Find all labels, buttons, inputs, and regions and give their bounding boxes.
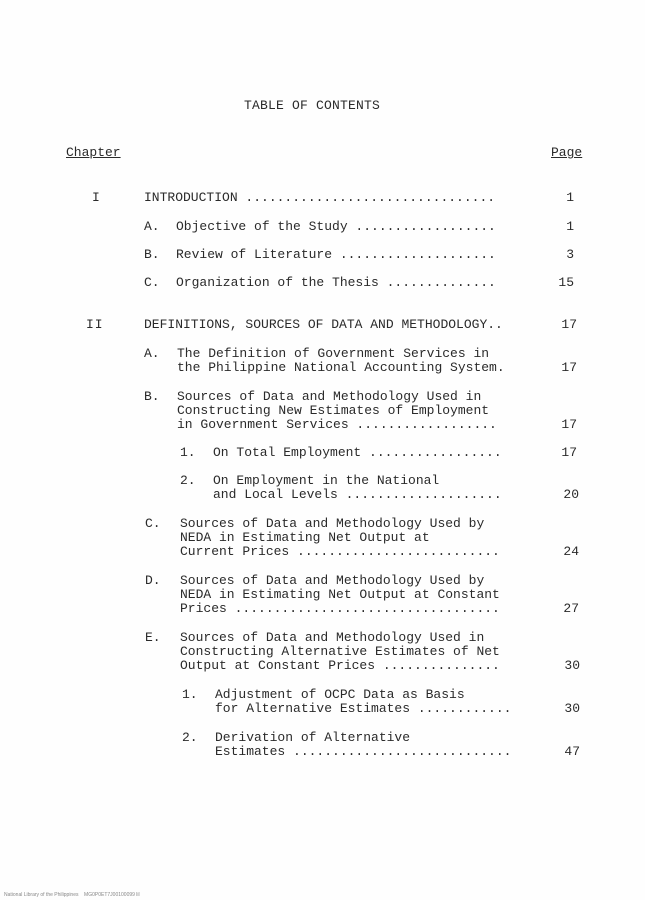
toc-entry-label: 1. [180, 445, 196, 460]
toc-entry-text: INTRODUCTION ................................ [144, 190, 496, 205]
toc-entry-page: 27 [563, 601, 579, 616]
toc-entry-page: 17 [561, 445, 577, 460]
toc-entry-text: Constructing Alternative Estimates of Net [180, 644, 500, 659]
toc-entry-text: Sources of Data and Methodology Used by [180, 516, 485, 531]
toc-entry-text: in Government Services .................. [177, 417, 497, 432]
toc-entry-page: 17 [561, 360, 577, 375]
toc-entry-text: Derivation of Alternative [215, 730, 411, 745]
toc-entry-label: 1. [182, 687, 198, 702]
toc-entry-page: 1 [566, 219, 574, 234]
toc-entry-text: Objective of the Study .................. [176, 219, 496, 234]
toc-entry-text: Current Prices .......................... [180, 544, 500, 559]
toc-entry-label: C. [145, 516, 161, 531]
toc-entry-page: 24 [563, 544, 579, 559]
page-column-header: Page [551, 145, 583, 160]
toc-entry-text: Sources of Data and Methodology Used by [180, 573, 485, 588]
toc-entry-label: E. [145, 630, 161, 645]
footer-watermark-text: National Library of the Philippines MG0P0ET7J00100099 lil [4, 892, 140, 898]
toc-entry-text: Review of Literature .................... [176, 247, 496, 262]
toc-entry-page: 20 [563, 487, 579, 502]
toc-entry-page: 30 [564, 701, 580, 716]
chapter-column-header: Chapter [66, 145, 121, 160]
toc-entry-text: the Philippine National Accounting System. [177, 360, 505, 375]
chapter-number: II [86, 317, 104, 332]
toc-entry-text: Sources of Data and Methodology Used in [177, 389, 482, 404]
page-title: TABLE OF CONTENTS [244, 98, 381, 113]
toc-entry-text: Sources of Data and Methodology Used in [180, 630, 485, 645]
toc-entry-label: 2. [180, 473, 196, 488]
toc-entry-text: for Alternative Estimates ............ [215, 701, 512, 716]
toc-entry-page: 3 [566, 247, 574, 262]
toc-entry-label: C. [144, 275, 160, 290]
toc-entry-text: On Employment in the National [213, 473, 440, 488]
toc-entry-page: 47 [564, 744, 580, 759]
toc-entry-label: A. [144, 219, 160, 234]
toc-entry-page: 30 [564, 658, 580, 673]
toc-entry-text: NEDA in Estimating Net Output at [180, 530, 430, 545]
toc-entry-text: and Local Levels .................... [213, 487, 502, 502]
toc-entry-text: On Total Employment ................. [213, 445, 502, 460]
toc-entry-label: B. [144, 389, 160, 404]
toc-entry-page: 17 [561, 317, 577, 332]
toc-entry-text: Estimates ............................ [215, 744, 512, 759]
toc-entry-label: A. [144, 346, 160, 361]
toc-entry-text: Adjustment of OCPC Data as Basis [215, 687, 465, 702]
toc-entry-label: B. [144, 247, 160, 262]
toc-entry-page: 15 [558, 275, 574, 290]
toc-entry-label: 2. [182, 730, 198, 745]
toc-entry-page: 17 [561, 417, 577, 432]
toc-entry-text: The Definition of Government Services in [177, 346, 490, 361]
toc-entry-text: Organization of the Thesis .............. [176, 275, 496, 290]
toc-entry-text: Output at Constant Prices ............... [180, 658, 500, 673]
toc-entry-page: 1 [566, 190, 574, 205]
toc-entry-text: Prices .................................. [180, 601, 500, 616]
toc-entry-text: Constructing New Estimates of Employment [177, 403, 490, 418]
toc-entry-text: DEFINITIONS, SOURCES OF DATA AND METHODOLOGY.. [144, 317, 503, 332]
chapter-number: I [92, 190, 101, 205]
toc-entry-label: D. [145, 573, 161, 588]
toc-entry-text: NEDA in Estimating Net Output at Constant [180, 587, 500, 602]
